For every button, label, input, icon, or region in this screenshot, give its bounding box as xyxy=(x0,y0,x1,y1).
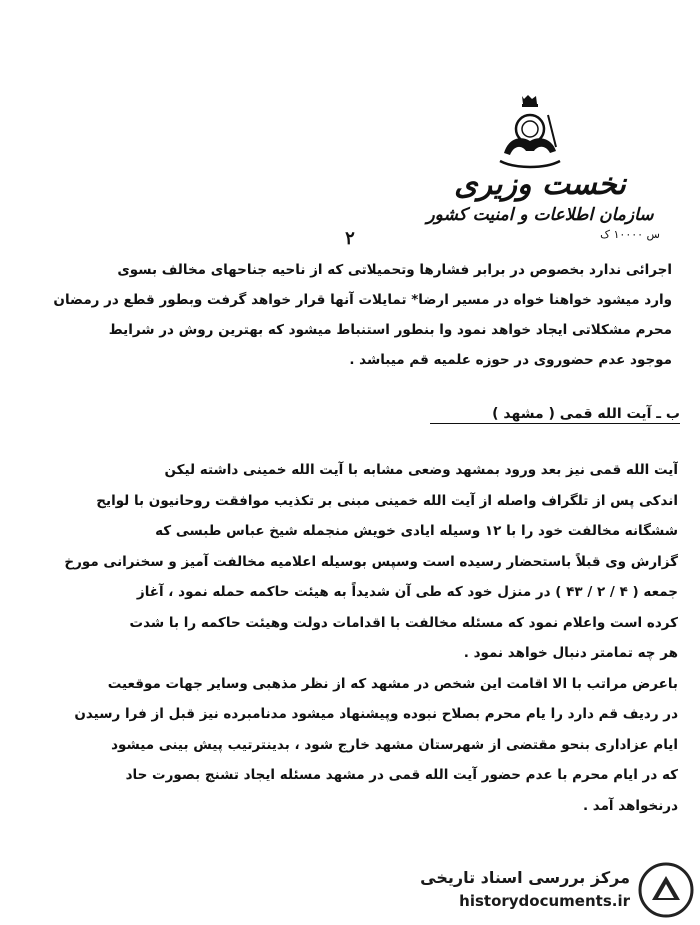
text-line: کرده است واعلام نمود که مسئله مخالفت با اقدامات دولت وهیئت حاکمه را با شدت xyxy=(129,614,678,631)
section-body xyxy=(18,455,678,821)
watermark-title: مرکز بررسی اسناد تاریخی xyxy=(420,868,630,887)
watermark-url: historydocuments.ir xyxy=(459,892,630,910)
text-line: آیت الله قمی نیز بعد ورود بمشهد وضعی مشابه با آیت الله خمینی داشته لیکن xyxy=(164,462,678,478)
text-line: ششگانه مخالفت خود را با ۱۲ وسیله ایادی خویش منجمله شیخ عباس طبسی که xyxy=(155,523,678,539)
text-line: ایام عزاداری بنحو مقتضی از شهرستان مشهد خارج شود ، بدینترتیب پیش بینی میشود xyxy=(111,736,678,753)
text-line: هر چه تمامتر دنبال خواهد نمود . xyxy=(463,645,678,661)
text-line: باعرض مراتب با الا اقامت این شخص در مشهد که از نظر مذهبی وسایر جهات موقعیت xyxy=(107,675,678,692)
text-line: در ردیف قم دارد را یام محرم بصلاح نبوده وپیشنهاد میشود مدنامبرده نیز قبل از فرا رسیدن xyxy=(74,706,678,722)
document-number: س ۱۰۰۰۰ ک xyxy=(600,228,660,241)
text-line: که در ایام محرم با عدم حضور آیت الله قمی در مشهد مسئله ایجاد تشنج بصورت حاد xyxy=(125,767,678,783)
organization-title: سازمان اطلاعات و امنیت کشور xyxy=(426,205,654,225)
section-heading: ب ـ آیت الله قمی ( مشهد ) xyxy=(430,406,680,424)
text-line: موجود عدم حضوروی در حوزه علمیه قم میباشد . xyxy=(349,352,672,368)
text-line: وارد میشود خواهنا خواه در مسیر ارضا* تمایلات آنها قرار خواهد گرفت وبطور قطع در رمضان xyxy=(53,292,672,308)
text-line: محرم مشکلاتی ایجاد خواهد نمود وا بنطور استنباط میشود که بهترین روش در شرایط xyxy=(108,322,672,338)
letterhead xyxy=(420,95,660,241)
intro-paragraph xyxy=(18,255,672,375)
text-line: اجرائی ندارد بخصوص در برابر فشارها وتحمیلاتی که از ناحیه جناحهای مخالف بسوی xyxy=(117,262,672,278)
text-line: درنخواهد آمد . xyxy=(582,797,678,814)
watermark xyxy=(400,860,700,925)
archive-logo-icon xyxy=(638,862,694,918)
text-line: اندکی پس از تلگراف واصله از آیت الله خمینی مبنی بر تکذیب موافقت روحانیون با لوایح xyxy=(96,492,678,509)
lion-and-sun-emblem-icon xyxy=(490,95,570,170)
text-line: جمعه ( ۴ / ۲ / ۴۳ ) در منزل خود که طی آن شدیداً به هیئت حاکمه حمله نمود ، آغاز xyxy=(136,584,678,600)
text-line: گزارش وی قبلاً باستحضار رسیده است وسپس بوسیله اعلامیه مخالفت آمیز و سخنرانی مورخ xyxy=(64,553,678,570)
ministry-title: نخست وزیری xyxy=(454,167,626,202)
page-number: ۲ xyxy=(345,228,355,249)
